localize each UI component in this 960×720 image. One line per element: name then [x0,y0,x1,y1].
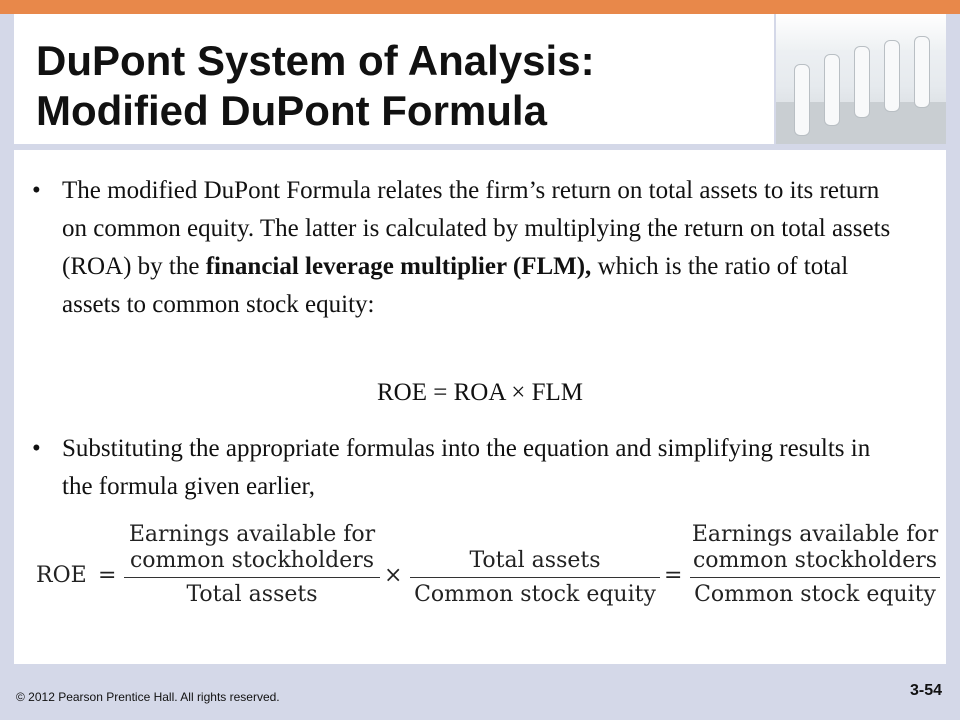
bullet-text-1 [62,172,902,324]
bullet-1-text-after: which is the ratio of total assets to common stock equity: [62,253,849,318]
top-accent-bar [0,0,960,14]
slide-content [14,150,946,664]
fraction-flm-denominator: Common stock equity [414,582,656,607]
fraction-roe-denominator: Common stock equity [694,582,936,607]
fraction-flm [410,548,660,609]
slide-number: 3-54 [909,682,942,699]
fraction-bar [124,577,380,578]
formula-equals-sign-2: = [664,563,683,588]
copyright-notice: © 2012 Pearson Prentice Hall. All rights reserved. [16,690,280,704]
fraction-roa-numerator-line-2: common stockholders [129,548,375,573]
slide-title [36,36,595,136]
expanded-roe-formula [14,522,946,632]
bullet-dot: • [32,435,41,462]
photo-chair [914,36,930,108]
title-line-1: DuPont System of Analysis: [36,37,595,84]
title-line-2: Modified DuPont Formula [36,87,547,134]
formula-equals-sign: = [98,563,117,588]
fraction-bar [690,577,940,578]
formula-roe-label: ROE [36,563,87,588]
formula-times-sign: × [384,563,403,588]
conference-room-photo [776,14,946,144]
fraction-roe-numerator-line-1: Earnings available for [691,522,939,547]
photo-chair [794,64,810,136]
fraction-bar [410,577,660,578]
photo-chair [854,46,870,118]
fraction-roa-denominator: Total assets [186,582,318,607]
bullet-text-2: Substituting the appropriate formulas into the equation and simplifying results in the formula given earlier, [62,435,871,500]
fraction-flm-numerator: Total assets [469,548,601,573]
fraction-roe [690,522,940,609]
bullet-1-text-before: The modified DuPont Formula relates the firm’s return on total assets to its return on common equity. The latter is calculated by multiplying the return on total assets (ROA) by the [62,177,891,280]
title-area [14,14,774,144]
fraction-roe-numerator-line-2: common stockholders [692,548,938,573]
fraction-roa [124,522,380,609]
roe-equation: ROE = ROA × FLM [376,379,583,406]
bullet-1-bold-term: financial leverage multiplier (FLM), [205,253,592,280]
fraction-roa-numerator-line-1: Earnings available for [128,522,376,547]
photo-chair [884,40,900,112]
bullet-dot: • [32,177,41,204]
photo-chair [824,54,840,126]
